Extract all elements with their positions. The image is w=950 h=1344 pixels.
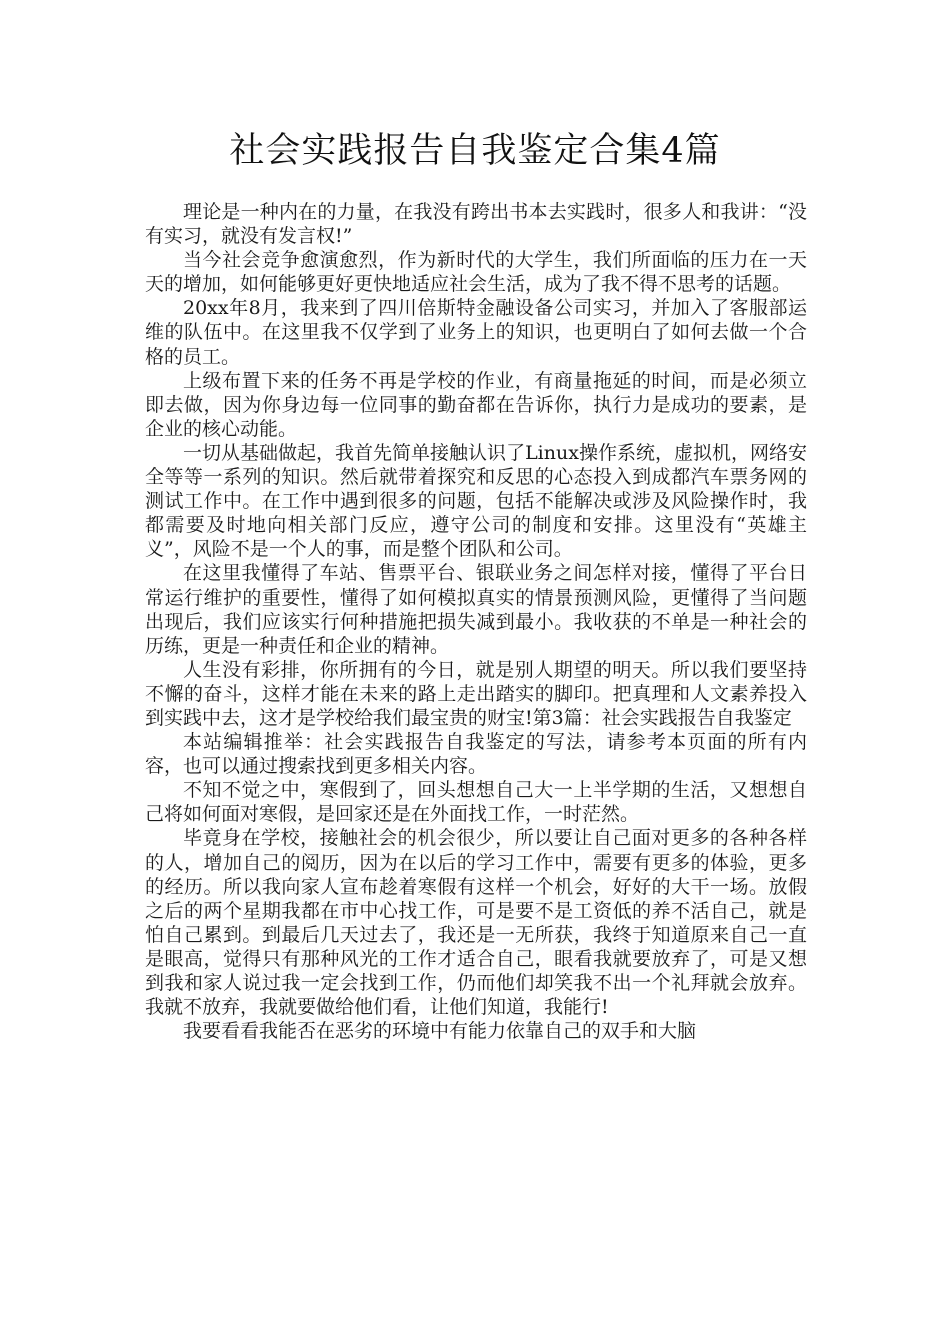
document-body — [145, 200, 807, 1043]
paragraph: 20xx年8月，我来到了四川倍斯特金融设备公司实习，并加入了客服部运维的队伍中。在这里我不仅学到了业务上的知识，也更明白了如何去做一个合格的员工。 — [145, 297, 807, 368]
paragraph: 我要看看我能否在恶劣的环境中有能力依靠自己的双手和大脑 — [183, 1020, 697, 1043]
paragraph: 上级布置下来的任务不再是学校的作业，有商量拖延的时间，而是必须立即去做，因为你身边每一位同事的勤奋都在告诉你，执行力是成功的要素，是企业的核心动能。 — [145, 369, 807, 440]
paragraph: 毕竟身在学校，接触社会的机会很少，所以要让自己面对更多的各种各样的人，增加自己的阅历，因为在以后的学习工作中，需要有更多的体验，更多的经历。所以我向家人宣布趁着寒假有这样一个机会，好好的大干一场。放假之后的两个星期我都在市中心找工作，可是要不是工资低的养不活自己，就是怕自己累到。到最后几天过去了，我还是一无所获，我终于知道原来自己一直是眼高，觉得只有那种风光的工作才适合自己，眼看我就要放弃了，可是又想到我和家人说过我一定会找到工作，仍而他们却笑我不出一个礼拜就会放弃。我就不放弃，我就要做给他们看，让他们知道，我能行! — [145, 827, 807, 1019]
paragraph: 当今社会竞争愈演愈烈，作为新时代的大学生，我们所面临的压力在一天天的增加，如何能够更好更快地适应社会生活，成为了我不得不思考的话题。 — [145, 249, 807, 296]
document-title: 社会实践报告自我鉴定合集4篇 — [229, 131, 721, 171]
paragraph: 一切从基础做起，我首先简单接触认识了Linux操作系统，虚拟机，网络安全等等一系列的知识。然后就带着探究和反思的心态投入到成都汽车票务网的测试工作中。在工作中遇到很多的问题，包括不能解决或涉及风险操作时，我都需要及时地向相关部门反应，遵守公司的制度和安排。这里没有“英雄主义”，风险不是一个人的事，而是整个团队和公司。 — [145, 441, 807, 561]
paragraph: 人生没有彩排，你所拥有的今日，就是别人期望的明天。所以我们要坚持不懈的奋斗，这样才能在未来的路上走出踏实的脚印。把真理和人文素养投入到实践中去，这才是学校给我们最宝贵的财宝!第3篇：社会实践报告自我鉴定 — [145, 658, 807, 729]
paragraph: 本站编辑推举：社会实践报告自我鉴定的写法，请参考本页面的所有内容，也可以通过搜索找到更多相关内容。 — [145, 731, 807, 778]
paragraph: 理论是一种内在的力量，在我没有跨出书本去实践时，很多人和我讲：“没有实习，就没有发言权!” — [145, 201, 807, 248]
paragraph: 不知不觉之中，寒假到了，回头想想自己大一上半学期的生活，又想想自己将如何面对寒假，是回家还是在外面找工作，一时茫然。 — [145, 779, 807, 826]
paragraph: 在这里我懂得了车站、售票平台、银联业务之间怎样对接，懂得了平台日常运行维护的重要性，懂得了如何模拟真实的情景预测风险，更懂得了当问题出现后，我们应该实行何种措施把损失减到最小。我收获的不单是一种社会的历练，更是一种责任和企业的精神。 — [145, 562, 807, 657]
